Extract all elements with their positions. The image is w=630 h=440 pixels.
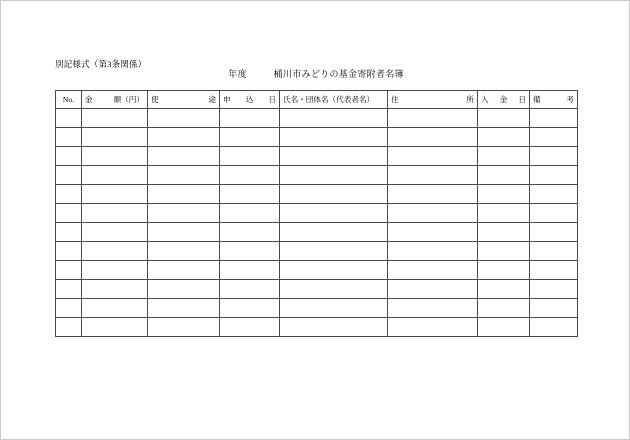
table-cell[interactable] [388, 223, 478, 242]
table-cell[interactable] [220, 280, 280, 299]
table-cell[interactable] [530, 318, 578, 337]
table-cell[interactable] [56, 299, 82, 318]
table-cell[interactable] [388, 166, 478, 185]
column-header-name [280, 91, 388, 109]
table-cell[interactable] [82, 318, 148, 337]
table-cell[interactable] [280, 280, 388, 299]
table-cell[interactable] [530, 223, 578, 242]
table-cell[interactable] [148, 166, 220, 185]
column-header-amount-left: 金 [85, 95, 93, 104]
column-header-payment-date [478, 91, 530, 109]
table-cell[interactable] [220, 223, 280, 242]
table-cell[interactable] [220, 109, 280, 128]
table-row [56, 261, 578, 280]
column-header-note-right: 考 [566, 95, 574, 104]
table-cell[interactable] [280, 185, 388, 204]
table-cell[interactable] [388, 128, 478, 147]
table-cell[interactable] [148, 280, 220, 299]
table-cell[interactable] [280, 299, 388, 318]
table-cell[interactable] [530, 204, 578, 223]
table-cell[interactable] [82, 128, 148, 147]
table-cell[interactable] [388, 204, 478, 223]
column-header-use-right: 途 [208, 95, 216, 104]
table-cell[interactable] [148, 242, 220, 261]
table-cell[interactable] [388, 299, 478, 318]
table-row [56, 280, 578, 299]
table-cell[interactable] [478, 185, 530, 204]
table-cell[interactable] [148, 185, 220, 204]
table-cell[interactable] [220, 242, 280, 261]
table-cell[interactable] [388, 318, 478, 337]
table-cell[interactable] [82, 109, 148, 128]
table-row [56, 166, 578, 185]
table-cell[interactable] [56, 318, 82, 337]
table-cell[interactable] [388, 280, 478, 299]
page-title: 桶川市みどりの基金寄附者名簿 [273, 69, 404, 79]
table-cell[interactable] [530, 147, 578, 166]
table-cell[interactable] [148, 318, 220, 337]
table-cell[interactable] [280, 261, 388, 280]
table-cell[interactable] [82, 223, 148, 242]
table-cell[interactable] [220, 185, 280, 204]
column-header-amount-right: 額（円） [113, 95, 144, 104]
table-cell[interactable] [478, 318, 530, 337]
donor-register-table [55, 90, 578, 337]
table-cell[interactable] [478, 299, 530, 318]
table-cell[interactable] [56, 185, 82, 204]
table-row [56, 109, 578, 128]
table-cell[interactable] [280, 109, 388, 128]
table-cell[interactable] [56, 204, 82, 223]
table-cell[interactable] [82, 280, 148, 299]
column-header-no [56, 91, 82, 109]
table-cell[interactable] [478, 223, 530, 242]
table-cell[interactable] [478, 242, 530, 261]
table-cell[interactable] [220, 299, 280, 318]
table-cell[interactable] [220, 147, 280, 166]
table-cell[interactable] [56, 128, 82, 147]
column-header-payment-date-right: 日 [518, 95, 526, 104]
table-cell[interactable] [148, 128, 220, 147]
column-header-use [148, 91, 220, 109]
table-cell[interactable] [56, 109, 82, 128]
table-body [56, 109, 578, 337]
table-cell[interactable] [388, 261, 478, 280]
table-cell[interactable] [56, 280, 82, 299]
table-cell[interactable] [148, 147, 220, 166]
table-cell[interactable] [82, 147, 148, 166]
table-cell[interactable] [280, 223, 388, 242]
column-header-note [530, 91, 578, 109]
table-cell[interactable] [478, 128, 530, 147]
table-cell[interactable] [82, 185, 148, 204]
table-cell[interactable] [280, 242, 388, 261]
column-header-application-date-mid: 込 [245, 95, 254, 104]
column-header-name-text: 氏名・団体名（代表者名） [283, 95, 375, 104]
column-header-amount [82, 91, 148, 109]
table-cell[interactable] [148, 223, 220, 242]
table-row [56, 242, 578, 261]
table-cell[interactable] [388, 109, 478, 128]
table-row [56, 318, 578, 337]
table-cell[interactable] [280, 318, 388, 337]
table-cell[interactable] [280, 128, 388, 147]
table-cell[interactable] [388, 147, 478, 166]
table-header-row [56, 91, 578, 109]
column-header-no-text: No. [62, 95, 75, 104]
column-header-use-left: 使 [151, 95, 159, 104]
table-cell[interactable] [82, 204, 148, 223]
table-cell[interactable] [478, 166, 530, 185]
table-cell[interactable] [220, 204, 280, 223]
table-cell[interactable] [220, 318, 280, 337]
table-cell[interactable] [478, 109, 530, 128]
column-header-application-date [220, 91, 280, 109]
table-cell[interactable] [388, 242, 478, 261]
column-header-payment-date-left: 入 [481, 95, 489, 104]
form-number-label: 別記様式（第3条関係） [55, 59, 147, 69]
table-cell[interactable] [530, 299, 578, 318]
table-cell[interactable] [148, 299, 220, 318]
table-cell[interactable] [280, 204, 388, 223]
table-row [56, 147, 578, 166]
table-cell[interactable] [56, 147, 82, 166]
table-row [56, 185, 578, 204]
table-cell[interactable] [82, 166, 148, 185]
table-cell[interactable] [148, 261, 220, 280]
table-row [56, 204, 578, 223]
column-header-address-left: 住 [391, 95, 399, 104]
table-row [56, 299, 578, 318]
column-header-application-date-left: 申 [223, 95, 231, 104]
table-cell[interactable] [280, 166, 388, 185]
table-cell[interactable] [530, 166, 578, 185]
table-cell[interactable] [220, 261, 280, 280]
table-cell[interactable] [280, 147, 388, 166]
column-header-application-date-right: 日 [268, 95, 276, 104]
table-cell[interactable] [478, 147, 530, 166]
table-cell[interactable] [82, 261, 148, 280]
table-cell[interactable] [478, 280, 530, 299]
table-cell[interactable] [56, 242, 82, 261]
table-cell[interactable] [148, 204, 220, 223]
column-header-note-left: 備 [533, 95, 541, 104]
table-cell[interactable] [56, 261, 82, 280]
table-cell[interactable] [388, 185, 478, 204]
table-row [56, 223, 578, 242]
table-cell[interactable] [530, 185, 578, 204]
table-cell[interactable] [530, 109, 578, 128]
table-cell[interactable] [530, 280, 578, 299]
table-cell[interactable] [220, 166, 280, 185]
fiscal-year-label: 年度 [228, 69, 248, 79]
table-cell[interactable] [478, 204, 530, 223]
table-cell[interactable] [82, 242, 148, 261]
column-header-address-right: 所 [466, 95, 474, 104]
column-header-payment-date-mid: 金 [499, 95, 508, 104]
table-cell[interactable] [530, 242, 578, 261]
table-cell[interactable] [56, 166, 82, 185]
table-cell[interactable] [530, 128, 578, 147]
table-cell[interactable] [148, 109, 220, 128]
table-cell[interactable] [530, 261, 578, 280]
table-cell[interactable] [82, 299, 148, 318]
table-row [56, 128, 578, 147]
column-header-address [388, 91, 478, 109]
table-cell[interactable] [56, 223, 82, 242]
document-title-row [55, 67, 577, 80]
table-cell[interactable] [478, 261, 530, 280]
table-cell[interactable] [220, 128, 280, 147]
